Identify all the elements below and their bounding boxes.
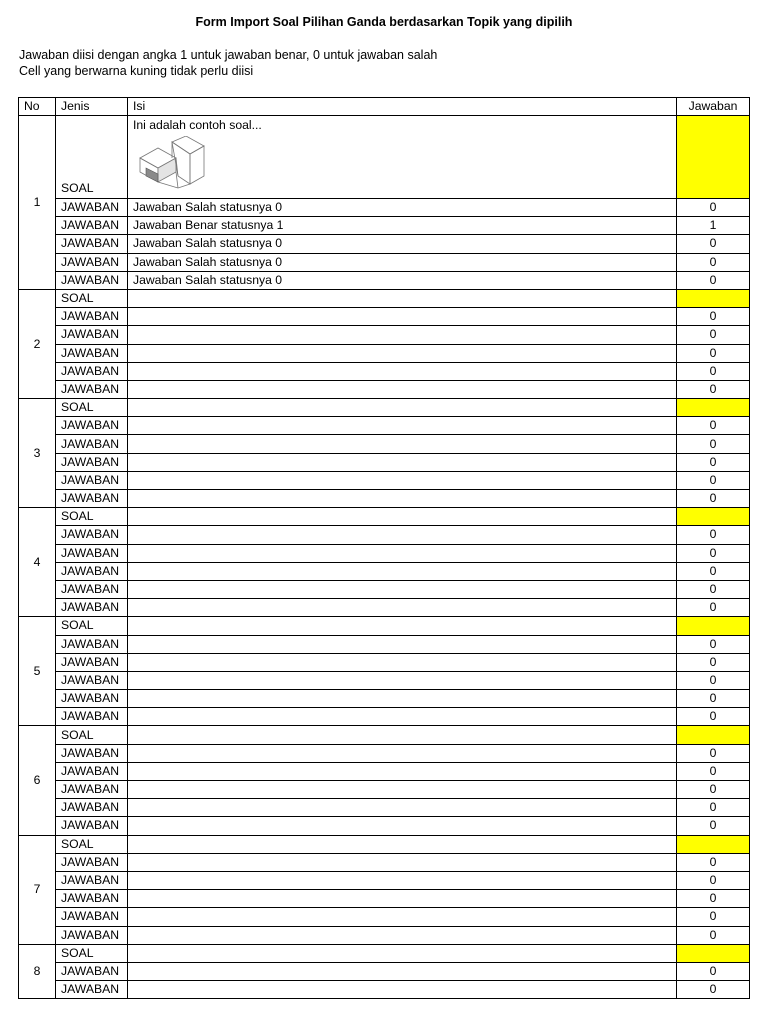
jenis-cell[interactable]: JAWABAN (56, 926, 128, 944)
question-row (19, 399, 750, 417)
answer-row (19, 380, 750, 398)
jenis-cell[interactable]: JAWABAN (56, 635, 128, 653)
jawaban-cell[interactable]: 0 (677, 926, 750, 944)
answer-row (19, 562, 750, 580)
isi-cell[interactable] (128, 835, 677, 853)
jenis-cell[interactable]: JAWABAN (56, 599, 128, 617)
jenis-cell[interactable]: SOAL (56, 835, 128, 853)
isi-cell[interactable] (128, 817, 677, 835)
jawaban-cell[interactable]: 0 (677, 199, 750, 217)
question-number-cell[interactable]: 3 (19, 399, 56, 508)
jawaban-cell-no-fill[interactable] (677, 116, 750, 199)
instruction-note: Cell yang berwarna kuning tidak perlu diisi (19, 64, 254, 78)
question-row (19, 289, 750, 307)
jawaban-cell[interactable]: 0 (677, 653, 750, 671)
answer-row (19, 580, 750, 598)
isi-text: Ini adalah contoh soal... (133, 118, 262, 132)
header-jawaban: Jawaban (677, 98, 750, 116)
question-row (19, 726, 750, 744)
jawaban-cell-no-fill[interactable] (677, 944, 750, 962)
isi-cell[interactable] (128, 617, 677, 635)
isi-cell[interactable] (128, 490, 677, 508)
question-number-cell[interactable]: 6 (19, 726, 56, 835)
jenis-cell[interactable]: JAWABAN (56, 762, 128, 780)
jawaban-cell[interactable]: 0 (677, 362, 750, 380)
isi-cell[interactable]: Jawaban Salah statusnya 0 (128, 271, 677, 289)
jawaban-cell[interactable]: 0 (677, 781, 750, 799)
answer-row (19, 417, 750, 435)
jenis-cell[interactable]: SOAL (56, 399, 128, 417)
jawaban-cell-no-fill[interactable] (677, 399, 750, 417)
jawaban-cell[interactable]: 0 (677, 326, 750, 344)
jawaban-cell[interactable]: 0 (677, 708, 750, 726)
answer-row (19, 671, 750, 689)
isi-cell[interactable] (128, 562, 677, 580)
jawaban-cell[interactable]: 0 (677, 635, 750, 653)
jenis-cell[interactable]: JAWABAN (56, 271, 128, 289)
table-header-row (19, 98, 750, 116)
isi-cell[interactable] (128, 726, 677, 744)
jawaban-cell[interactable]: 0 (677, 253, 750, 271)
jawaban-cell-no-fill[interactable] (677, 508, 750, 526)
jawaban-cell[interactable]: 0 (677, 762, 750, 780)
jawaban-cell[interactable]: 0 (677, 799, 750, 817)
jawaban-cell[interactable]: 0 (677, 417, 750, 435)
answer-row (19, 253, 750, 271)
isi-cell[interactable] (128, 799, 677, 817)
question-number-cell[interactable]: 8 (19, 944, 56, 999)
answer-row (19, 871, 750, 889)
isi-cell[interactable] (128, 599, 677, 617)
question-import-table (18, 97, 750, 999)
answer-row (19, 962, 750, 980)
jawaban-cell[interactable]: 0 (677, 599, 750, 617)
jenis-cell[interactable]: JAWABAN (56, 471, 128, 489)
jenis-cell[interactable]: JAWABAN (56, 380, 128, 398)
jawaban-cell[interactable]: 0 (677, 526, 750, 544)
jenis-cell[interactable]: JAWABAN (56, 799, 128, 817)
jenis-cell[interactable]: SOAL (56, 726, 128, 744)
jenis-cell[interactable]: JAWABAN (56, 853, 128, 871)
isi-cell[interactable]: Jawaban Benar statusnya 1 (128, 217, 677, 235)
jenis-cell[interactable]: JAWABAN (56, 526, 128, 544)
answer-row (19, 890, 750, 908)
isi-cell[interactable] (128, 435, 677, 453)
answer-row (19, 471, 750, 489)
isi-cell[interactable] (128, 671, 677, 689)
answer-row (19, 199, 750, 217)
header-no: No (19, 98, 56, 116)
answer-row (19, 326, 750, 344)
jawaban-cell[interactable]: 0 (677, 380, 750, 398)
isi-cell[interactable]: Jawaban Salah statusnya 0 (128, 199, 677, 217)
isi-cell[interactable] (128, 453, 677, 471)
jenis-cell[interactable]: JAWABAN (56, 326, 128, 344)
jenis-cell[interactable]: JAWABAN (56, 344, 128, 362)
jawaban-cell-no-fill[interactable] (677, 726, 750, 744)
isi-cell[interactable] (128, 981, 677, 999)
question-number-cell[interactable]: 1 (19, 116, 56, 290)
answer-row (19, 308, 750, 326)
isi-cell[interactable] (128, 708, 677, 726)
question-row (19, 944, 750, 962)
isi-cell[interactable] (128, 116, 677, 199)
jenis-cell[interactable]: JAWABAN (56, 217, 128, 235)
answer-row (19, 853, 750, 871)
answer-row (19, 690, 750, 708)
jawaban-cell[interactable]: 0 (677, 908, 750, 926)
jawaban-cell[interactable]: 0 (677, 817, 750, 835)
isi-cell[interactable] (128, 871, 677, 889)
jenis-cell[interactable]: JAWABAN (56, 708, 128, 726)
jawaban-cell[interactable]: 0 (677, 890, 750, 908)
isi-cell[interactable] (128, 544, 677, 562)
question-number-cell[interactable]: 2 (19, 289, 56, 398)
jawaban-cell[interactable]: 0 (677, 871, 750, 889)
isi-cell[interactable] (128, 762, 677, 780)
answer-row (19, 817, 750, 835)
jawaban-cell[interactable]: 1 (677, 217, 750, 235)
jenis-cell[interactable]: JAWABAN (56, 817, 128, 835)
answer-row (19, 981, 750, 999)
answer-row (19, 599, 750, 617)
answer-row (19, 635, 750, 653)
answer-row (19, 490, 750, 508)
answer-row (19, 781, 750, 799)
jawaban-cell-no-fill[interactable] (677, 617, 750, 635)
jenis-cell[interactable]: JAWABAN (56, 671, 128, 689)
jawaban-cell[interactable]: 0 (677, 344, 750, 362)
question-number-cell[interactable]: 4 (19, 508, 56, 617)
isi-cell[interactable] (128, 926, 677, 944)
isi-cell[interactable] (128, 289, 677, 307)
jenis-cell[interactable]: SOAL (56, 617, 128, 635)
jawaban-cell[interactable]: 0 (677, 962, 750, 980)
isi-cell[interactable] (128, 890, 677, 908)
question-row (19, 116, 750, 199)
isi-cell[interactable] (128, 399, 677, 417)
jenis-cell[interactable]: JAWABAN (56, 744, 128, 762)
jenis-cell[interactable]: JAWABAN (56, 417, 128, 435)
answer-row (19, 799, 750, 817)
answer-row (19, 453, 750, 471)
isi-cell[interactable] (128, 362, 677, 380)
jenis-cell[interactable]: JAWABAN (56, 435, 128, 453)
answer-row (19, 362, 750, 380)
jenis-cell[interactable]: JAWABAN (56, 308, 128, 326)
isi-cell[interactable] (128, 908, 677, 926)
jawaban-cell[interactable]: 0 (677, 235, 750, 253)
answer-row (19, 526, 750, 544)
jenis-cell[interactable]: SOAL (56, 289, 128, 307)
jenis-cell[interactable]: JAWABAN (56, 871, 128, 889)
isi-cell[interactable] (128, 744, 677, 762)
document-title: Form Import Soal Pilihan Ganda berdasarkan Topik yang dipilih (195, 15, 573, 29)
jenis-cell[interactable]: JAWABAN (56, 562, 128, 580)
jenis-cell[interactable]: JAWABAN (56, 490, 128, 508)
isi-cell[interactable] (128, 344, 677, 362)
question-row (19, 617, 750, 635)
header-isi: Isi (128, 98, 677, 116)
jenis-cell[interactable]: JAWABAN (56, 580, 128, 598)
question-row (19, 835, 750, 853)
jenis-cell[interactable]: JAWABAN (56, 544, 128, 562)
isi-cell[interactable] (128, 690, 677, 708)
answer-row (19, 744, 750, 762)
jenis-cell[interactable]: JAWABAN (56, 962, 128, 980)
isi-cell[interactable]: Jawaban Salah statusnya 0 (128, 253, 677, 271)
isi-cell[interactable] (128, 781, 677, 799)
isi-cell[interactable] (128, 380, 677, 398)
answer-row (19, 435, 750, 453)
jenis-cell[interactable]: SOAL (56, 116, 128, 199)
answer-row (19, 235, 750, 253)
jawaban-cell[interactable]: 0 (677, 690, 750, 708)
jawaban-cell-no-fill[interactable] (677, 835, 750, 853)
jenis-cell[interactable]: JAWABAN (56, 981, 128, 999)
isi-cell[interactable] (128, 326, 677, 344)
jenis-cell[interactable]: SOAL (56, 944, 128, 962)
isi-cell[interactable]: Jawaban Salah statusnya 0 (128, 235, 677, 253)
jenis-cell[interactable]: SOAL (56, 508, 128, 526)
jawaban-cell[interactable]: 0 (677, 453, 750, 471)
jenis-cell[interactable]: JAWABAN (56, 253, 128, 271)
isi-cell[interactable] (128, 635, 677, 653)
answer-row (19, 344, 750, 362)
isi-cell[interactable] (128, 853, 677, 871)
jenis-cell[interactable]: JAWABAN (56, 690, 128, 708)
jenis-cell[interactable]: JAWABAN (56, 362, 128, 380)
jawaban-cell[interactable]: 0 (677, 490, 750, 508)
answer-row (19, 653, 750, 671)
isi-cell[interactable] (128, 653, 677, 671)
jenis-cell[interactable]: JAWABAN (56, 908, 128, 926)
answer-row (19, 762, 750, 780)
answer-row (19, 926, 750, 944)
answer-row (19, 217, 750, 235)
jawaban-cell[interactable]: 0 (677, 435, 750, 453)
jenis-cell[interactable]: JAWABAN (56, 453, 128, 471)
question-row (19, 508, 750, 526)
answer-row (19, 544, 750, 562)
jawaban-cell[interactable]: 0 (677, 671, 750, 689)
jawaban-cell[interactable]: 0 (677, 471, 750, 489)
jawaban-cell[interactable]: 0 (677, 308, 750, 326)
jenis-cell[interactable]: JAWABAN (56, 235, 128, 253)
isi-cell[interactable] (128, 308, 677, 326)
jawaban-cell[interactable]: 0 (677, 744, 750, 762)
jawaban-cell[interactable]: 0 (677, 853, 750, 871)
isi-cell[interactable] (128, 962, 677, 980)
answer-row (19, 708, 750, 726)
jawaban-cell[interactable]: 0 (677, 981, 750, 999)
isometric-shape-figure-icon (136, 136, 208, 197)
jawaban-cell[interactable]: 0 (677, 544, 750, 562)
isi-cell[interactable] (128, 471, 677, 489)
jenis-cell[interactable]: JAWABAN (56, 890, 128, 908)
answer-row (19, 271, 750, 289)
jawaban-cell[interactable]: 0 (677, 562, 750, 580)
isi-cell[interactable] (128, 417, 677, 435)
isi-cell[interactable] (128, 580, 677, 598)
jawaban-cell[interactable]: 0 (677, 580, 750, 598)
header-jenis: Jenis (56, 98, 128, 116)
jenis-cell[interactable]: JAWABAN (56, 199, 128, 217)
isi-cell[interactable] (128, 944, 677, 962)
jawaban-cell[interactable]: 0 (677, 271, 750, 289)
answer-row (19, 908, 750, 926)
isi-cell[interactable] (128, 508, 677, 526)
jawaban-cell-no-fill[interactable] (677, 289, 750, 307)
isi-cell[interactable] (128, 526, 677, 544)
question-number-cell[interactable]: 7 (19, 835, 56, 944)
question-number-cell[interactable]: 5 (19, 617, 56, 726)
instruction-note: Jawaban diisi dengan angka 1 untuk jawaban benar, 0 untuk jawaban salah (19, 48, 438, 62)
jenis-cell[interactable]: JAWABAN (56, 653, 128, 671)
jenis-cell[interactable]: JAWABAN (56, 781, 128, 799)
